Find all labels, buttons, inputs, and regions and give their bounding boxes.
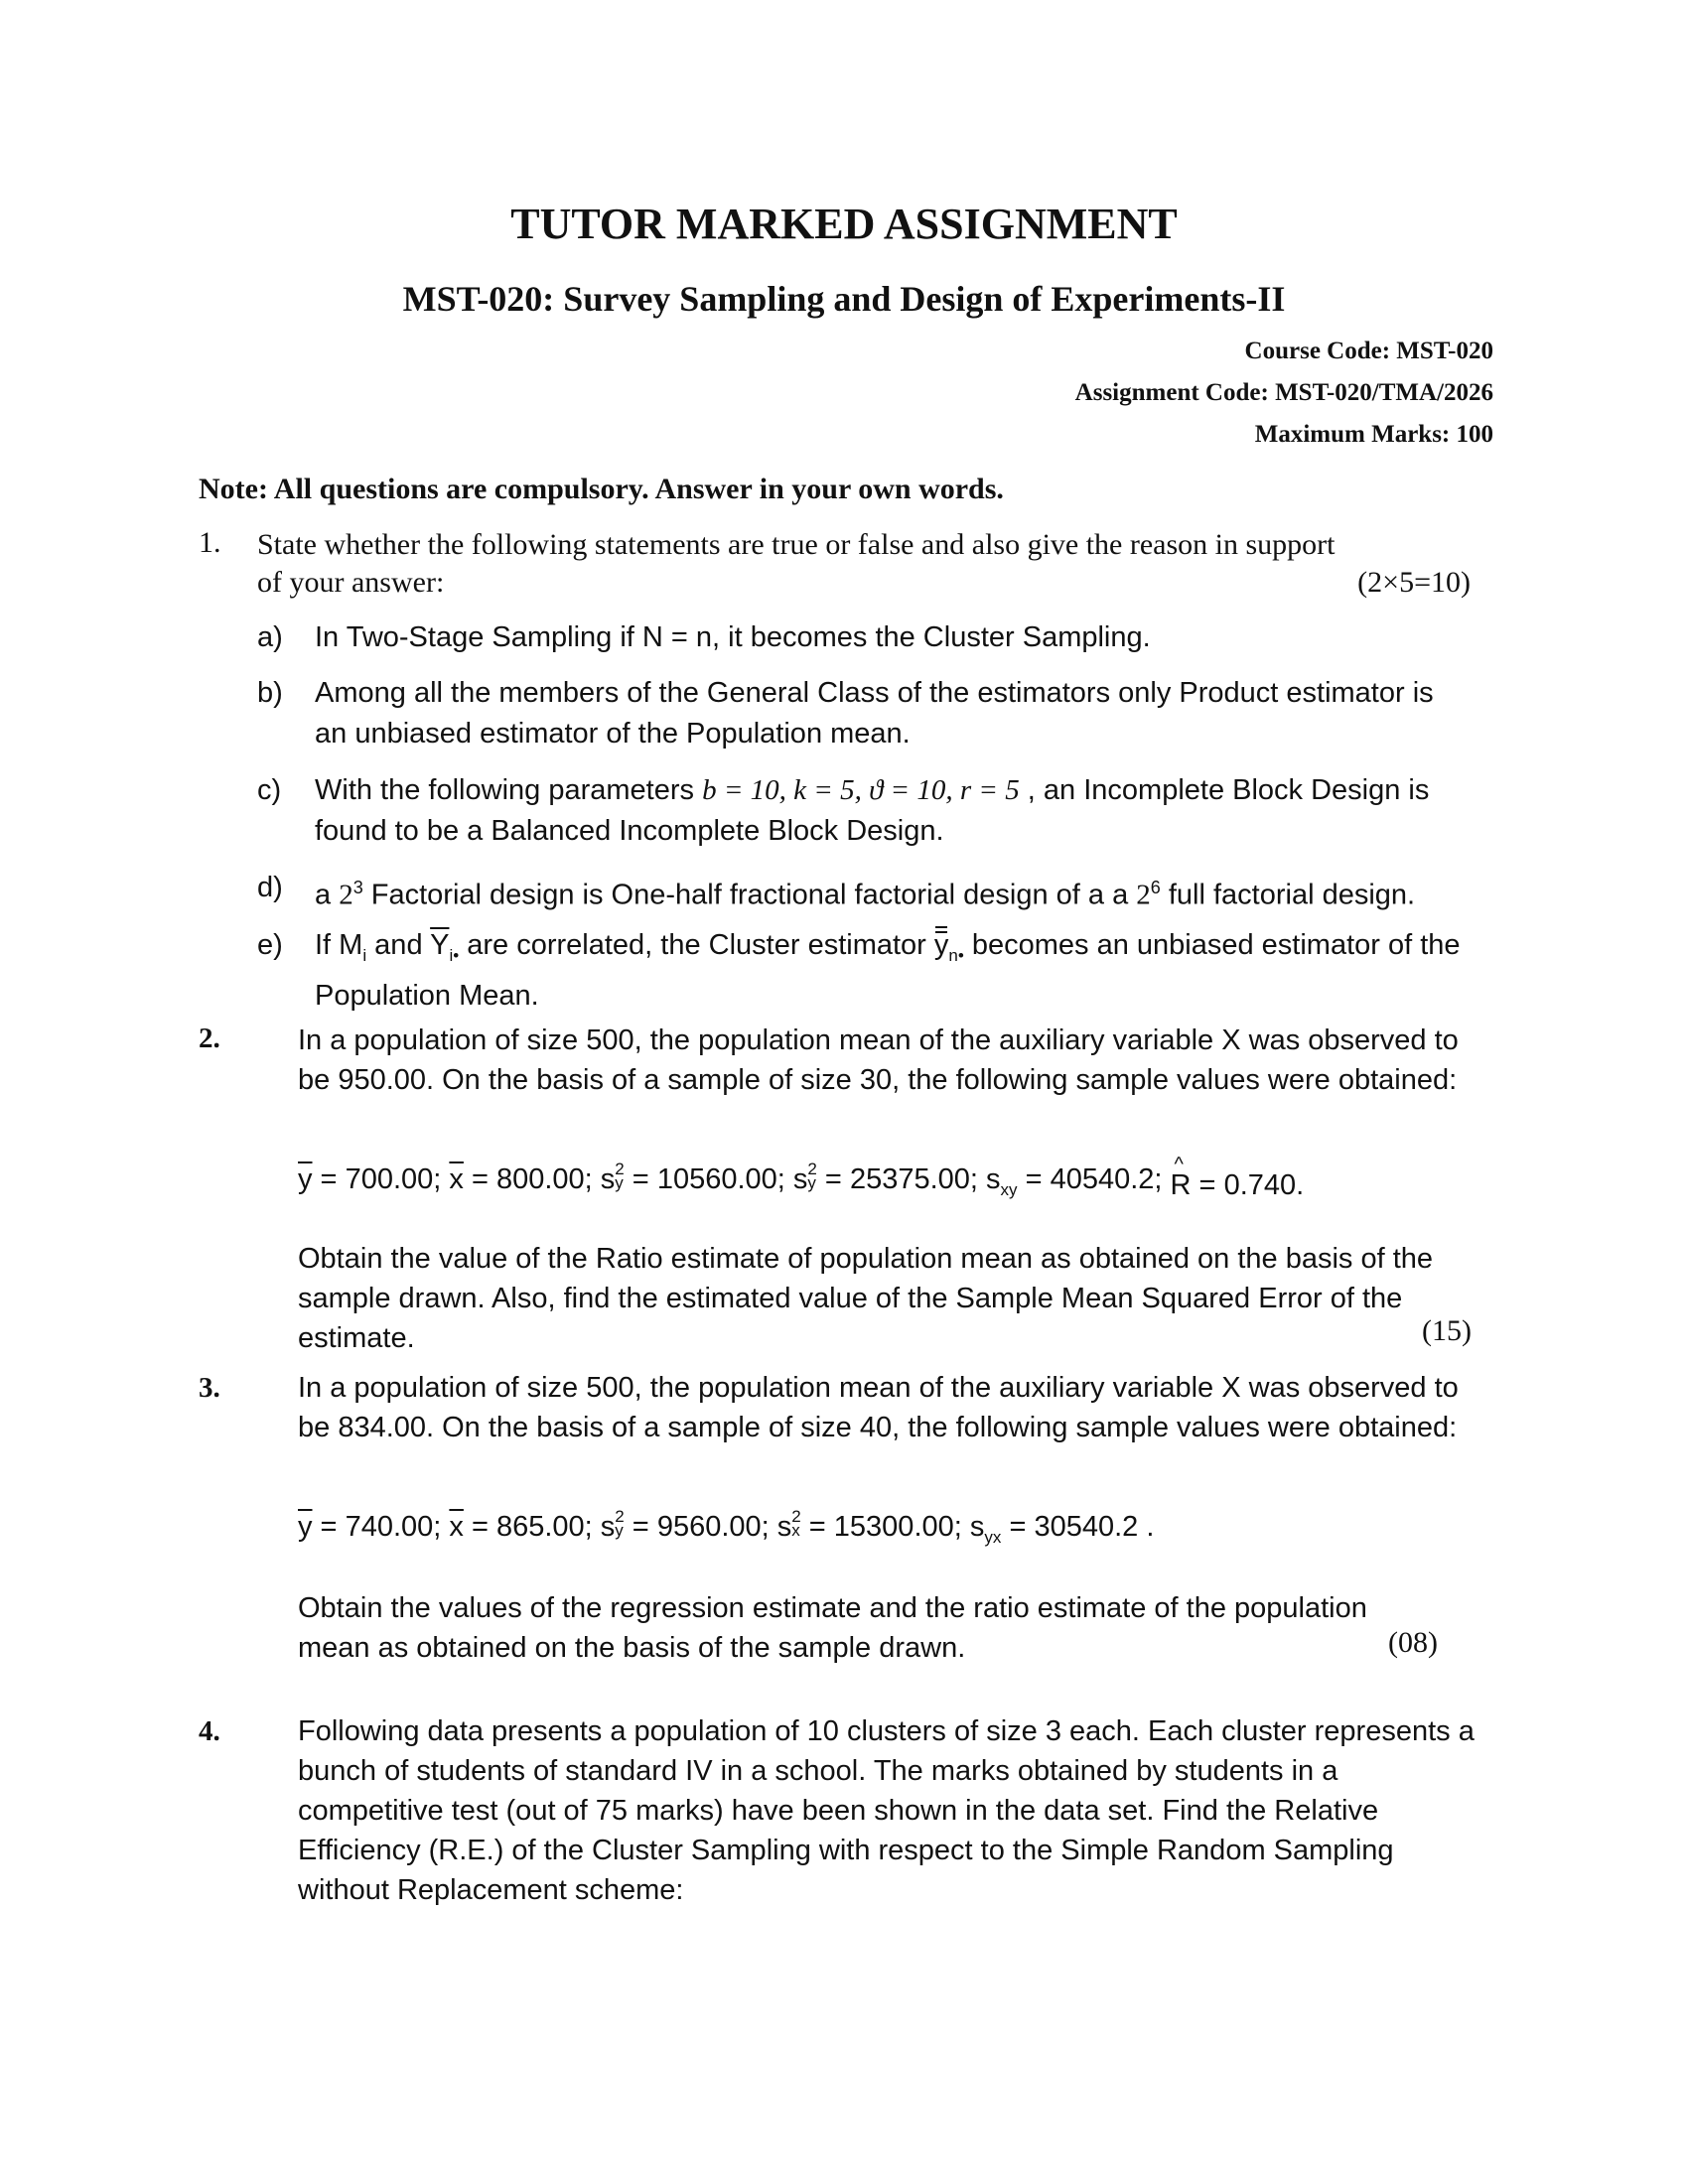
question-1-line1: State whether the following statements are true or false and also give the reason in support	[257, 528, 1336, 561]
y-bar: $\overline{y}$	[298, 1511, 313, 1543]
s-symbol: s	[600, 1163, 616, 1195]
superscript-2: 2	[615, 1160, 625, 1179]
question-1-marks: (2×5=10)	[1357, 566, 1471, 599]
sx2-value: 15300.00	[833, 1511, 954, 1543]
statement-d-text-a: a	[315, 879, 340, 911]
statement-e-text-c: are correlated, the Cluster estimator	[459, 929, 934, 961]
statement-c-parameters: b = 10, k = 5, ϑ = 10, r = 5	[702, 774, 1020, 806]
question-1-line2: of your answer:	[257, 566, 445, 599]
question-3-instruction: Obtain the values of the regression estimate and the ratio estimate of the population mean as obtained on the basis of the sample drawn.	[298, 1592, 1367, 1664]
document-title: TUTOR MARKED ASSIGNMENT	[510, 200, 1178, 248]
ybar-value: 740.00	[345, 1511, 434, 1543]
subscript-xy: xy	[1000, 1179, 1018, 1199]
subscript-y: y	[807, 1173, 816, 1193]
statement-b-label: b)	[257, 677, 283, 709]
r-hat: R	[1170, 1169, 1192, 1201]
rhat-value: 0.740	[1223, 1169, 1297, 1201]
ybar-value: 700.00	[345, 1163, 434, 1195]
statement-a	[257, 617, 1508, 658]
subscript-i: i	[362, 945, 367, 965]
statement-b	[257, 673, 1469, 754]
xbar-value: 865.00	[495, 1511, 585, 1543]
hat-accent-icon: ^	[1174, 1154, 1184, 1175]
course-code: Course Code: MST-020	[1244, 338, 1493, 364]
question-4-number: 4.	[199, 1715, 220, 1747]
question-1-number: 1.	[199, 526, 221, 559]
question-2-instruction	[298, 1239, 1484, 1358]
subscript-i-dot: i•	[449, 945, 460, 965]
statement-d-text-c: full factorial design.	[1160, 879, 1416, 911]
subscript-y: y	[615, 1521, 624, 1541]
question-3-marks: (08)	[1388, 1626, 1438, 1659]
exponent-base-2: 2	[1136, 879, 1151, 911]
s-symbol: s	[776, 1511, 792, 1543]
sy2-value-a: 10560.00	[656, 1163, 777, 1195]
question-2-follow-text: Obtain the value of the Ratio estimate of population mean as obtained on the basis of the sample drawn. Also, find the estimated value of the Sample Mean Squared Error of the estimate.	[298, 1243, 1434, 1354]
question-2-number: 2.	[199, 1023, 220, 1054]
subscript-n-dot: n•	[948, 945, 964, 965]
sy2-value-b: 25375.00	[849, 1163, 970, 1195]
question-3-text: In a population of size 500, the population mean of the auxiliary variable X was observed to be 834.00. On the basis of a sample of size 40, the following sample values were obtained:	[298, 1372, 1459, 1443]
question-3-number: 3.	[199, 1372, 220, 1404]
question-2-sample-values: $\overline{y} = 700.00$; $\overline{x} = 800.00$; s 2 y = 10560.00; s 2 y = 25375.00; $s_{xy} = 40540.2$; R ^ = 0.740.	[298, 1154, 1305, 1201]
question-2-marks: (15)	[1422, 1314, 1472, 1347]
question-4-text: Following data presents a population of 10 clusters of size 3 each. Each cluster represents a bunch of students of standard IV in a school. The marks obtained by students in a competitive test (out of 75 marks) have been shown in the data set. Find the Relative Efficiency (R.E.) of the Cluster Sampling with respect to the Simple Random Sampling without Replacement scheme:	[298, 1715, 1475, 1906]
statement-a-label: a)	[257, 621, 283, 653]
exponent-2: 6	[1150, 878, 1161, 897]
sxy-value: 40540.2	[1050, 1163, 1155, 1195]
y-bar: $\overline{y}$	[298, 1163, 313, 1195]
superscript-2: 2	[807, 1160, 817, 1179]
statement-e-text-d: becomes an unbiased estimator of the Population Mean.	[315, 929, 1461, 1012]
statement-e-label: e)	[257, 929, 283, 961]
xbar-value: 800.00	[495, 1163, 585, 1195]
s-symbol: s	[986, 1163, 1001, 1195]
question-1-text	[257, 526, 1471, 602]
subscript-y: y	[615, 1173, 624, 1193]
superscript-2: 2	[791, 1507, 801, 1527]
statement-e-text-a: If M	[315, 929, 363, 961]
statement-d-label: d)	[257, 872, 283, 903]
exponent-1: 3	[352, 878, 363, 897]
course-subtitle: MST-020: Survey Sampling and Design of Experiments-II	[402, 279, 1286, 319]
x-bar: $\overline{x}$	[449, 1163, 464, 1195]
s-symbol: s	[600, 1511, 616, 1543]
superscript-2: 2	[615, 1507, 625, 1527]
y-double-bar-symbol: y	[934, 925, 949, 966]
instructions-note: Note: All questions are compulsory. Answer in your own words.	[199, 473, 1004, 505]
question-2-text: In a population of size 500, the population mean of the auxiliary variable X was observed to be 950.00. On the basis of a sample of size 30, the following sample values were obtained:	[298, 1024, 1459, 1096]
maximum-marks: Maximum Marks: 100	[1254, 421, 1493, 448]
subscript-x: x	[791, 1521, 800, 1541]
assignment-code: Assignment Code: MST-020/TMA/2026	[1074, 379, 1493, 406]
statement-e	[257, 925, 1488, 1017]
question-3-sample-values: $\overline{y} = 740.00$; $\overline{x} = 865.00$; s 2 y = 9560.00; s 2 x = 15300.00; $s_{yx} = 30540.2$ .	[298, 1507, 1155, 1547]
statement-d	[257, 868, 1508, 916]
syx-value: 30540.2	[1034, 1511, 1139, 1543]
statement-d-text-b: Factorial design is One-half fractional factorial design of a a	[362, 879, 1137, 911]
exponent-base-1: 2	[339, 879, 353, 911]
statement-c-label: c)	[257, 774, 282, 806]
statement-e-text-b: and	[366, 929, 431, 961]
statement-a-text: In Two-Stage Sampling if N = n, it becomes the Cluster Sampling.	[315, 621, 1151, 653]
s-symbol: s	[969, 1511, 985, 1543]
y-bar-symbol: $\overline{Y}$	[430, 929, 450, 961]
statement-b-text: Among all the members of the General Class of the estimators only Product estimator is an unbiased estimator of the Population mean.	[315, 677, 1434, 750]
sy2-value: 9560.00	[656, 1511, 762, 1543]
statement-c-text-after: , an Incomplete Block Design is found to be a Balanced Incomplete Block Design.	[315, 774, 1430, 847]
statement-c	[257, 770, 1488, 852]
s-symbol: s	[792, 1163, 808, 1195]
x-bar: $\overline{x}$	[449, 1511, 464, 1543]
statement-c-text-before: With the following parameters	[315, 774, 703, 806]
subscript-yx: yx	[984, 1527, 1002, 1547]
